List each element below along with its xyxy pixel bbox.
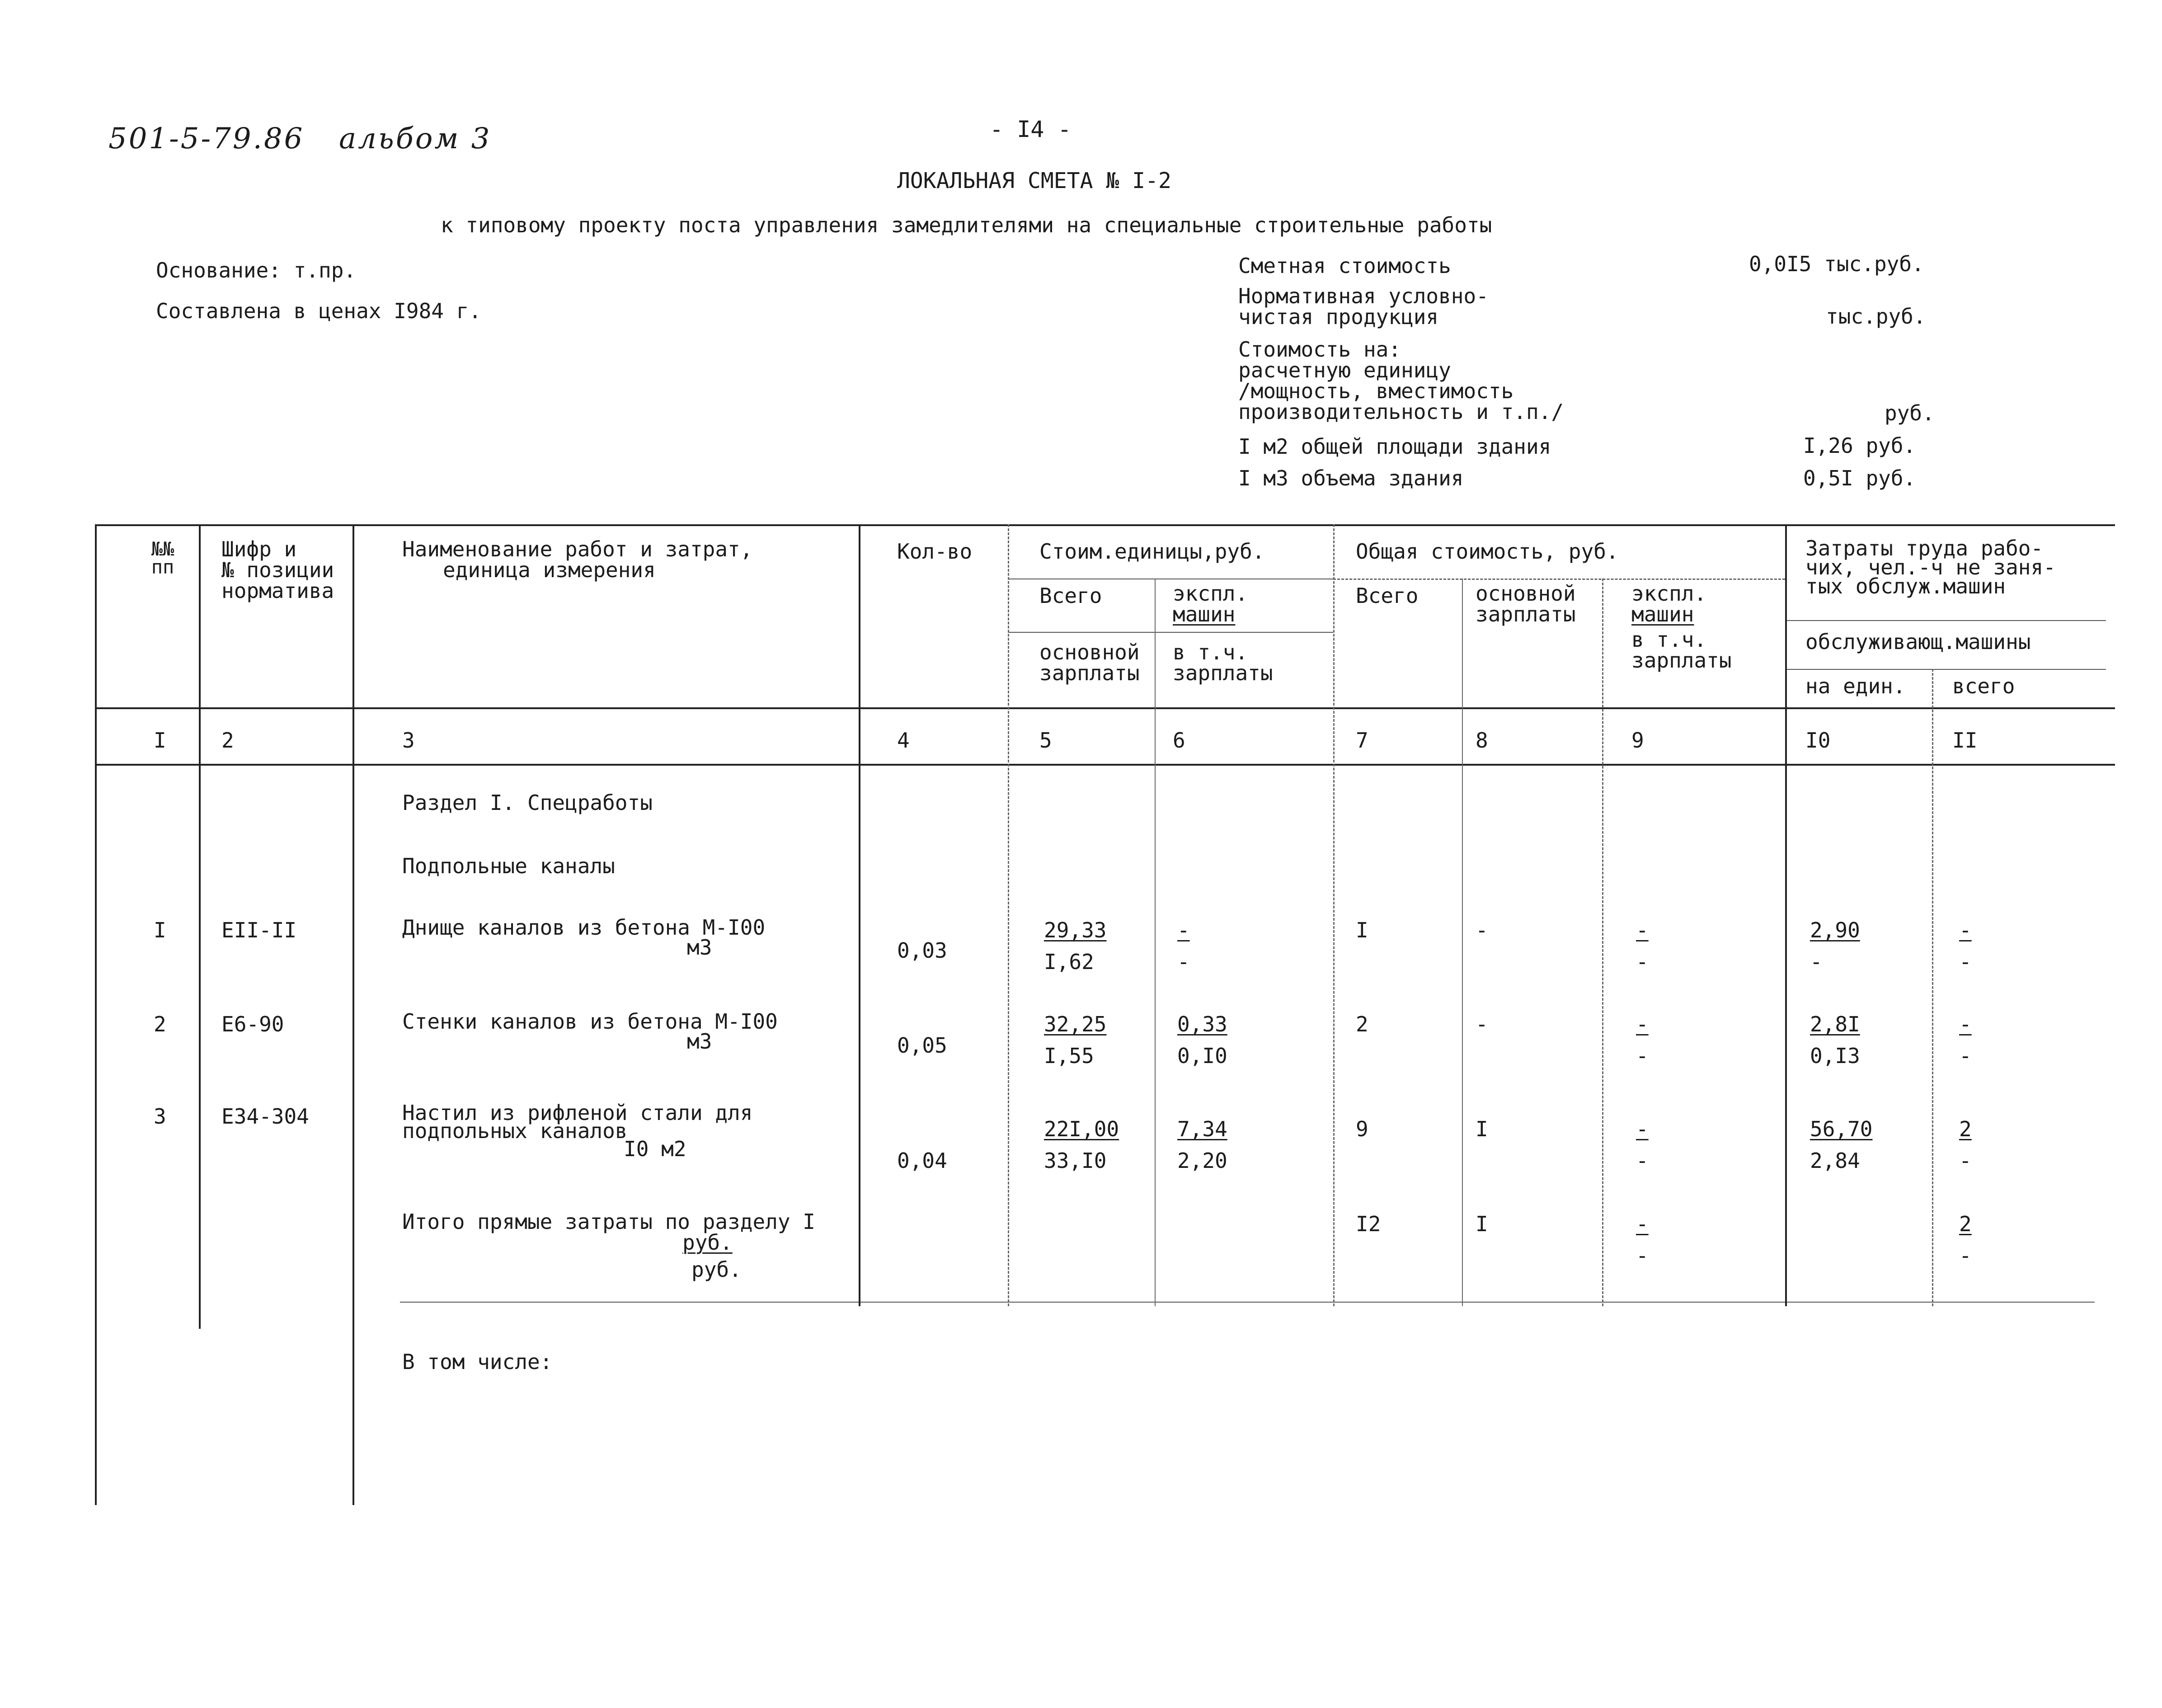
cost-label-2: расчетную единицу xyxy=(1238,358,1451,382)
total-machine: - xyxy=(1636,1212,1649,1236)
col-number-2: 2 xyxy=(221,728,234,753)
col-border-1 xyxy=(199,524,201,1329)
col-border-8 xyxy=(1602,579,1603,1306)
total-label-line-3: руб. xyxy=(691,1257,742,1282)
col-border-5 xyxy=(1155,579,1156,1306)
unit-base-salary-header xyxy=(1039,642,1140,683)
col-number-7: 7 xyxy=(1356,728,1368,753)
code-header-line-3: норматива xyxy=(221,579,334,603)
col-number-10: I0 xyxy=(1805,728,1831,753)
norm-label-1: Нормативная условно- xyxy=(1238,284,1489,308)
labor-total-header: всего xyxy=(1952,674,2015,698)
col-header-code xyxy=(221,539,334,601)
unit-machine-header xyxy=(1173,583,1248,625)
col-number-8: 8 xyxy=(1476,728,1488,753)
row-name xyxy=(402,1101,753,1161)
total-machine-header xyxy=(1631,583,1732,671)
norm-label-2: чистая продукция xyxy=(1238,305,1439,329)
row-total: 2 xyxy=(1356,1012,1368,1036)
col-number-11: II xyxy=(1952,728,1978,753)
total-cost: I2 xyxy=(1356,1212,1381,1236)
col-header-quantity: Кол-во xyxy=(897,539,973,564)
col-number-1: I xyxy=(154,728,166,753)
row-name-line-2: подпольных каналов xyxy=(402,1119,628,1143)
col-header-labor xyxy=(1805,536,2056,598)
row-quantity: 0,03 xyxy=(897,938,947,963)
row-unit-total: 29,33 xyxy=(1044,918,1107,942)
col-border-9 xyxy=(1785,524,1787,1306)
prices-year-text: Составлена в ценах I984 г. xyxy=(156,299,482,323)
section-title: Раздел I. Спецработы xyxy=(402,790,653,815)
row-name-line-2: м3 xyxy=(687,935,712,960)
basis-text: Основание: т.пр. xyxy=(156,258,357,282)
col-border-7 xyxy=(1462,579,1463,1306)
col-border-10 xyxy=(1932,669,1933,1306)
unit-incl-line-2: зарплаты xyxy=(1173,661,1273,685)
unit-mach-line-2: машин xyxy=(1173,602,1236,626)
row-total-base: - xyxy=(1476,1012,1488,1036)
m2-value: I,26 руб. xyxy=(1803,433,1916,458)
total-base: I xyxy=(1476,1212,1488,1236)
col-number-9: 9 xyxy=(1631,728,1644,753)
col-header-number: №№ пп xyxy=(151,538,174,578)
row-labor-per-unit-machine: 0,I3 xyxy=(1810,1044,1860,1068)
col-border-3 xyxy=(859,524,860,1306)
row-labor-per-unit: 56,70 xyxy=(1810,1117,1873,1141)
total-base-line-2: зарплаты xyxy=(1476,602,1576,626)
labor-line-2: чих, чел.-ч не заня- xyxy=(1805,555,2056,579)
unit-base-line-2: зарплаты xyxy=(1039,661,1140,685)
row-number: 2 xyxy=(154,1012,166,1036)
including-label: В том числе: xyxy=(402,1350,553,1374)
cost-label-4: производительность и т.п./ xyxy=(1238,400,1564,424)
section-subtitle: Подпольные каналы xyxy=(402,854,615,878)
total-base-line-1: основной xyxy=(1476,581,1576,606)
row-name-line-2: м3 xyxy=(687,1029,712,1054)
col-number-3: 3 xyxy=(402,728,415,753)
cost-label-1: Стоимость на: xyxy=(1238,337,1401,362)
labor-line-3: тых обслуж.машин xyxy=(1805,574,2006,598)
row-total-machine-salary: - xyxy=(1636,950,1649,974)
row-unit-machine-salary: 0,I0 xyxy=(1177,1044,1227,1068)
total-incl-line-2: зарплаты xyxy=(1631,648,1732,673)
col-header-total-cost: Общая стоимость, руб. xyxy=(1356,539,1619,564)
smetnaya-value: 0,0I5 тыс.руб. xyxy=(1749,252,1924,276)
total-mach-line-1: экспл. xyxy=(1631,581,1707,606)
code-header-line-2: № позиции xyxy=(221,558,334,582)
row-labor-total-machine: - xyxy=(1959,1044,1972,1068)
col-border-6 xyxy=(1333,524,1335,1306)
col-number-6: 6 xyxy=(1173,728,1185,753)
total-cost-sub-divider xyxy=(1333,579,1785,580)
total-labor: 2 xyxy=(1959,1212,1972,1236)
row-unit-base: I,55 xyxy=(1044,1044,1094,1068)
total-base-salary-header xyxy=(1476,583,1576,625)
total-labor-machine: - xyxy=(1959,1243,1972,1268)
row-labor-per-unit-machine: 2,84 xyxy=(1810,1148,1860,1173)
row-number: I xyxy=(154,918,166,942)
row-name-line-1: Днище каналов из бетона М-I00 xyxy=(402,915,766,940)
row-unit-machine-salary: 2,20 xyxy=(1177,1148,1227,1173)
total-label xyxy=(402,1211,815,1280)
row-number: 3 xyxy=(154,1104,166,1129)
row-name-line-1: Стенки каналов из бетона М-I00 xyxy=(402,1009,778,1034)
total-label-line-1: Итого прямые затраты по разделу I xyxy=(402,1209,815,1234)
row-unit-machine: 0,33 xyxy=(1177,1012,1227,1036)
row-unit-machine: - xyxy=(1177,918,1190,942)
labor-machines-header: обслуживающ.машины xyxy=(1805,630,2031,654)
row-unit-machine: 7,34 xyxy=(1177,1117,1227,1141)
row-quantity: 0,04 xyxy=(897,1148,947,1173)
col-header-unit-cost: Стоим.единицы,руб. xyxy=(1039,539,1265,564)
estimate-subtitle: к типовому проекту поста управления замедлителями на специальные строительные работы xyxy=(441,213,1492,237)
row-name-line-1: Настил из рифленой стали для xyxy=(402,1101,753,1125)
unit-base-line-1: основной xyxy=(1039,640,1140,664)
row-labor-total-machine: - xyxy=(1959,1148,1972,1173)
col-border-2 xyxy=(352,524,354,1505)
row-total-machine-salary: - xyxy=(1636,1148,1649,1173)
unit-machine-salary-header xyxy=(1173,642,1273,683)
cost-value: руб. xyxy=(1885,401,1935,425)
row-total-machine-salary: - xyxy=(1636,1044,1649,1068)
row-total-base: I xyxy=(1476,1117,1488,1141)
table-top-border xyxy=(95,524,2115,526)
col-number-4: 4 xyxy=(897,728,910,753)
row-unit-base: I,62 xyxy=(1044,950,1094,974)
unit-mach-line-1: экспл. xyxy=(1173,581,1248,606)
row-labor-per-unit-machine: - xyxy=(1810,950,1823,974)
row-total: 9 xyxy=(1356,1117,1368,1141)
m2-label: I м2 общей площади здания xyxy=(1238,434,1551,459)
labor-sub-divider-1 xyxy=(1785,620,2106,621)
row-total: I xyxy=(1356,918,1368,942)
unit-incl-line-1: в т.ч. xyxy=(1173,640,1248,664)
total-mach-line-2: машин xyxy=(1631,602,1694,626)
row-total-base: - xyxy=(1476,918,1488,942)
row-code: Е34-304 xyxy=(221,1104,309,1129)
row-unit-total: 32,25 xyxy=(1044,1012,1107,1036)
row-name xyxy=(402,1009,778,1054)
m3-value: 0,5I руб. xyxy=(1803,466,1916,490)
row-code: ЕII-II xyxy=(221,918,297,942)
document-code: 501-5-79.86 xyxy=(108,122,305,155)
labor-line-1: Затраты труда рабо- xyxy=(1805,536,2044,560)
table-numbers-divider xyxy=(95,764,2115,766)
table-header-divider xyxy=(95,707,2115,709)
name-header-line-1: Наименование работ и затрат, xyxy=(402,537,753,561)
row-total-machine: - xyxy=(1636,1117,1649,1141)
row-labor-total: 2 xyxy=(1959,1117,1972,1141)
col-header-name xyxy=(402,539,752,580)
row-quantity: 0,05 xyxy=(897,1033,947,1058)
row-labor-total-machine: - xyxy=(1959,950,1972,974)
row-labor-per-unit: 2,8I xyxy=(1810,1012,1860,1036)
row-name-line-3: I0 м2 xyxy=(624,1137,686,1161)
row-labor-total: - xyxy=(1959,1012,1972,1036)
unit-total-header: Всего xyxy=(1039,583,1102,608)
cost-label-3: /мощность, вместимость xyxy=(1238,379,1514,403)
album-label: альбом 3 xyxy=(339,122,492,155)
col-border-0 xyxy=(95,524,97,1505)
total-machine-salary: - xyxy=(1636,1243,1649,1268)
page-number: - I4 - xyxy=(990,116,1072,142)
row-unit-total: 22I,00 xyxy=(1044,1117,1119,1141)
unit-cost-sub-divider-2 xyxy=(1008,632,1333,633)
row-total-machine: - xyxy=(1636,918,1649,942)
col-border-4 xyxy=(1008,524,1009,1306)
row-labor-per-unit: 2,90 xyxy=(1810,918,1860,942)
col-number-5: 5 xyxy=(1039,728,1052,753)
labor-per-unit-header: на един. xyxy=(1805,674,1906,698)
code-header-line-1: Шифр и xyxy=(221,537,297,561)
total-all-header: Всего xyxy=(1356,583,1419,608)
m3-label: I м3 объема здания xyxy=(1238,466,1464,490)
total-label-line-2: руб. xyxy=(682,1230,733,1255)
row-name xyxy=(402,915,766,960)
row-code: Е6-90 xyxy=(221,1012,284,1036)
total-row-divider xyxy=(400,1302,2095,1303)
smetnaya-label: Сметная стоимость xyxy=(1238,254,1451,278)
row-unit-machine-salary: - xyxy=(1177,950,1190,974)
labor-sub-divider-2 xyxy=(1785,669,2106,670)
row-unit-base: 33,I0 xyxy=(1044,1148,1107,1173)
row-labor-total: - xyxy=(1959,918,1972,942)
name-header-line-2: единица измерения xyxy=(443,558,656,582)
total-incl-line-1: в т.ч. xyxy=(1631,627,1707,652)
estimate-title: ЛОКАЛЬНАЯ СМЕТА № I-2 xyxy=(897,168,1171,193)
row-total-machine: - xyxy=(1636,1012,1649,1036)
norm-value: тыс.руб. xyxy=(1826,304,1926,329)
